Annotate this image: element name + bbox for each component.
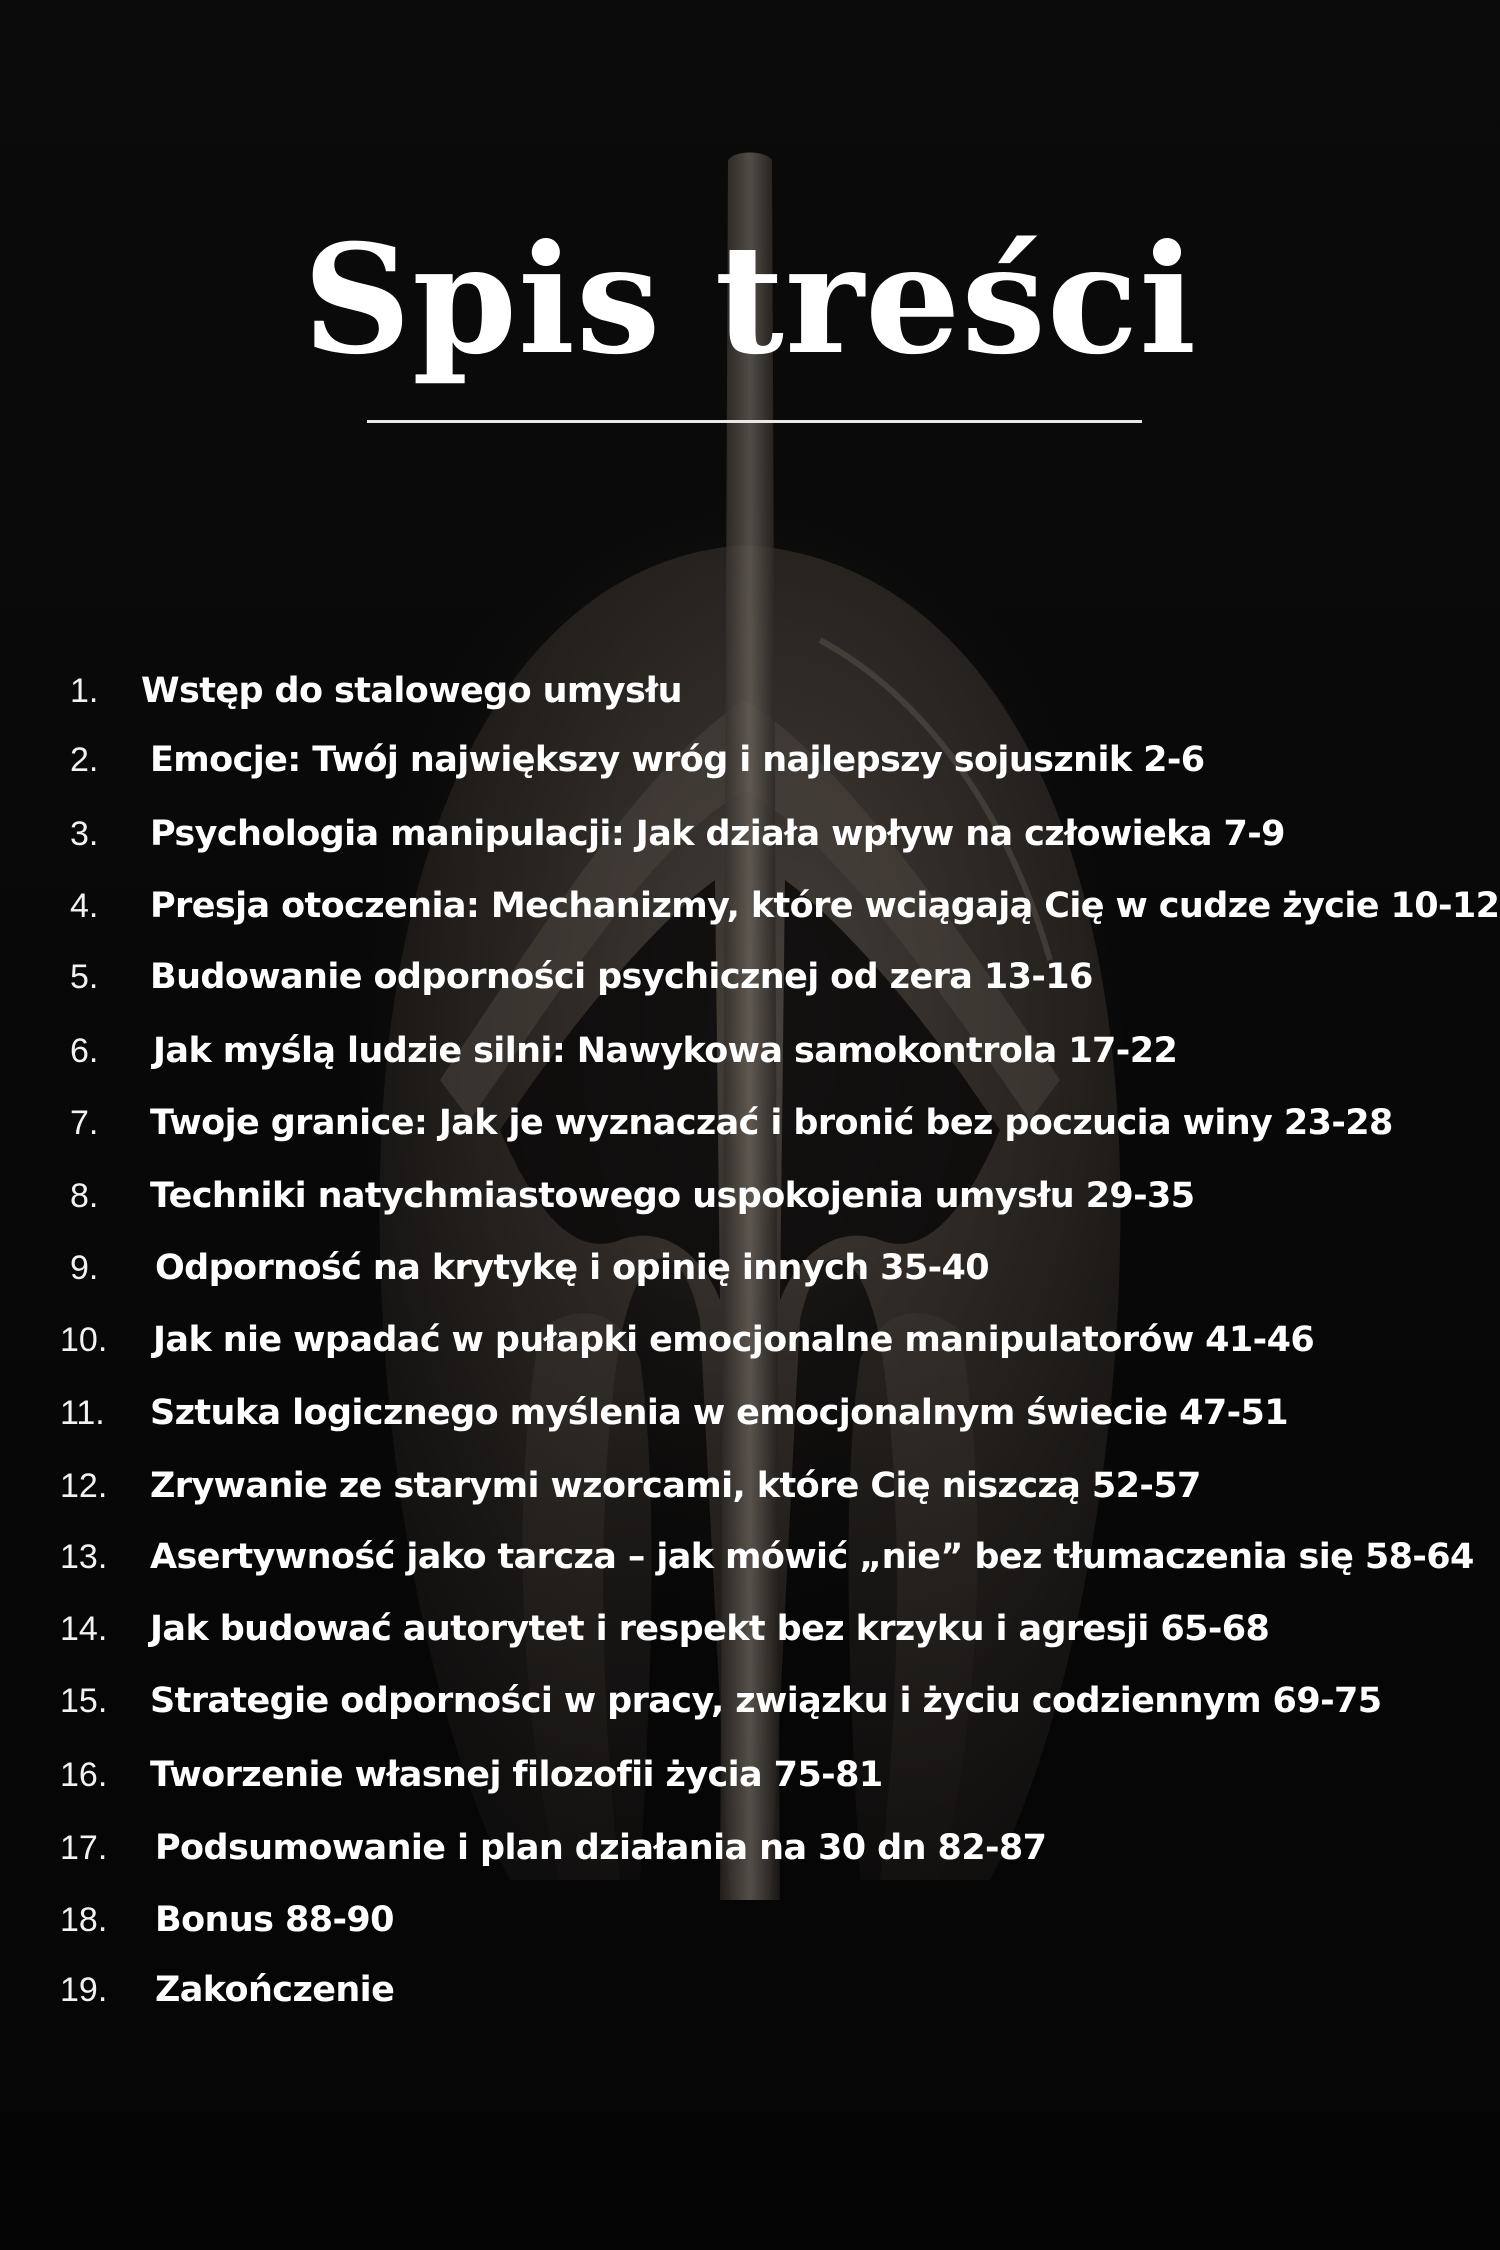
toc-item — [0, 1456, 1500, 1516]
toc-item-number: 13. — [60, 1538, 108, 1576]
toc-item — [0, 1093, 1500, 1153]
toc-item-title: Zrywanie ze starymi wzorcami, które Cię niszczą 52-57 — [150, 1466, 1201, 1506]
toc-item — [0, 804, 1500, 864]
toc-item-title: Jak nie wpadać w pułapki emocjonalne manipulatorów 41-46 — [153, 1320, 1315, 1360]
toc-item-title: Jak budować autorytet i respekt bez krzyku i agresji 65-68 — [150, 1609, 1270, 1649]
toc-item — [0, 1527, 1500, 1587]
toc-item — [0, 1238, 1500, 1298]
toc-item-number: 2. — [70, 741, 99, 779]
toc-item-title: Tworzenie własnej filozofii życia 75-81 — [150, 1755, 883, 1795]
toc-item-title: Emocje: Twój największy wróg i najlepszy sojusznik 2-6 — [150, 740, 1205, 780]
toc-item-number: 18. — [60, 1901, 108, 1939]
toc-item — [0, 1383, 1500, 1443]
toc-item — [0, 876, 1500, 936]
toc-item-number: 7. — [70, 1104, 99, 1142]
toc-item — [0, 947, 1500, 1007]
toc-item-number: 6. — [70, 1032, 99, 1070]
toc-item-number: 19. — [60, 1971, 108, 2009]
toc-item-number: 8. — [70, 1177, 99, 1215]
toc-item-title: Podsumowanie i plan działania na 30 dn 82-87 — [155, 1828, 1047, 1868]
toc-item-number: 15. — [60, 1682, 108, 1720]
toc-item-number: 14. — [60, 1610, 108, 1648]
toc-item-number: 9. — [70, 1249, 99, 1287]
toc-item-title: Zakończenie — [155, 1970, 395, 2010]
toc-item-title: Bonus 88-90 — [155, 1900, 394, 1940]
toc-item — [0, 1818, 1500, 1878]
toc-item-number: 4. — [70, 887, 99, 925]
toc-item-title: Jak myślą ludzie silni: Nawykowa samokontrola 17-22 — [153, 1031, 1178, 1071]
toc-item-number: 17. — [60, 1829, 108, 1867]
toc-item — [0, 730, 1500, 790]
page-title: Spis treści — [302, 212, 1198, 388]
toc-item-title: Presja otoczenia: Mechanizmy, które wciągają Cię w cudze życie 10-12 — [150, 886, 1500, 926]
toc-item-title: Twoje granice: Jak je wyznaczać i bronić bez poczucia winy 23-28 — [150, 1103, 1393, 1143]
toc-item-number: 11. — [60, 1394, 105, 1432]
toc-item-number: 1. — [70, 672, 99, 710]
toc-item-title: Strategie odporności w pracy, związku i życiu codziennym 69-75 — [150, 1681, 1382, 1721]
toc-item-number: 5. — [70, 958, 99, 996]
toc-item-title: Wstęp do stalowego umysłu — [141, 671, 682, 711]
toc-item-title: Budowanie odporności psychicznej od zera 13-16 — [150, 957, 1093, 997]
toc-item-number: 3. — [70, 815, 99, 853]
toc-item-title: Sztuka logicznego myślenia w emocjonalnym świecie 47-51 — [150, 1393, 1289, 1433]
toc-item-number: 16. — [60, 1756, 108, 1794]
toc-item-title: Odporność na krytykę i opinię innych 35-40 — [155, 1248, 990, 1288]
toc-item-title: Techniki natychmiastowego uspokojenia umysłu 29-35 — [150, 1176, 1195, 1216]
toc-item — [0, 1310, 1500, 1370]
toc-item — [0, 1166, 1500, 1226]
toc-item-number: 10. — [60, 1321, 108, 1359]
toc-item-title: Asertywność jako tarcza – jak mówić „nie” bez tłumaczenia się 58-64 — [150, 1537, 1474, 1577]
toc-item — [0, 1890, 1500, 1950]
toc-item — [0, 661, 1500, 721]
toc-item — [0, 1745, 1500, 1805]
toc-item — [0, 1599, 1500, 1659]
toc-item — [0, 1021, 1500, 1081]
toc-item — [0, 1960, 1500, 2020]
toc-item-number: 12. — [60, 1467, 108, 1505]
toc-item — [0, 1671, 1500, 1731]
toc-item-title: Psychologia manipulacji: Jak działa wpływ na człowieka 7-9 — [150, 814, 1285, 854]
